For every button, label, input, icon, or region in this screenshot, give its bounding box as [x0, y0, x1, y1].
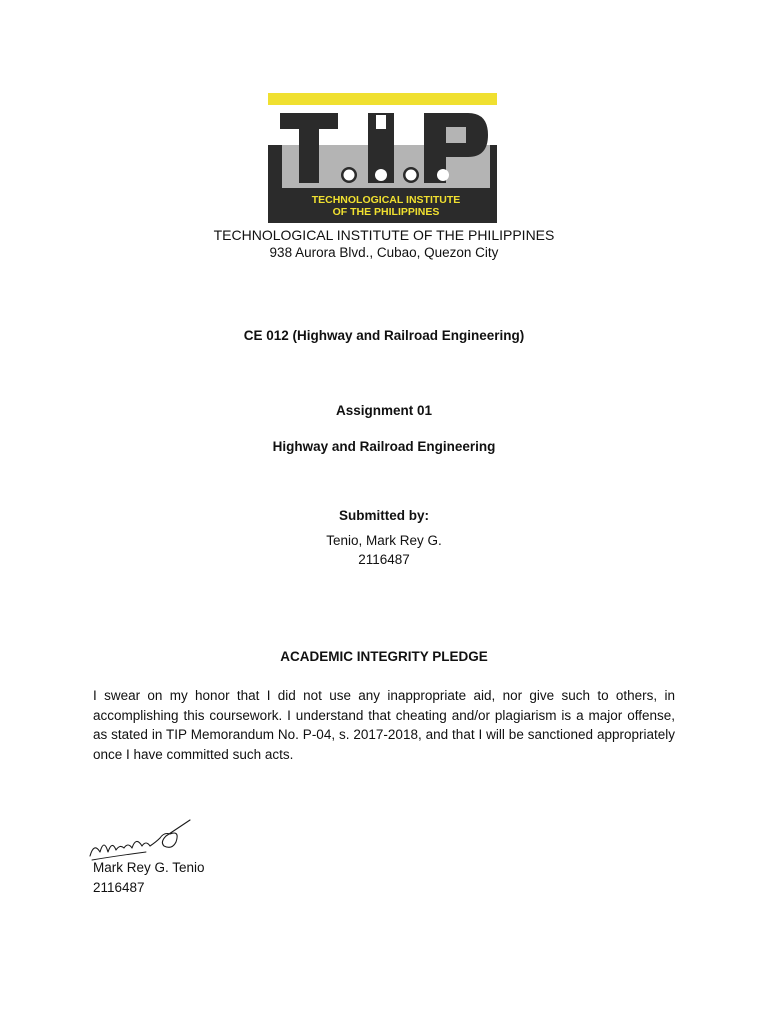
assignment-title: Highway and Railroad Engineering — [272, 439, 496, 454]
handwritten-signature — [86, 816, 196, 864]
logo-text-line1: TECHNOLOGICAL INSTITUTE — [311, 194, 461, 206]
pledge-heading: ACADEMIC INTEGRITY PLEDGE — [280, 649, 488, 664]
submitted-by-label: Submitted by: — [339, 508, 429, 523]
signatory-name: Mark Rey G. Tenio — [93, 860, 205, 875]
institution-name: TECHNOLOGICAL INSTITUTE OF THE PHILIPPINES — [213, 227, 555, 243]
assignment-number: Assignment 01 — [335, 403, 433, 418]
logo-text-line2: OF THE PHILIPPINES — [332, 206, 440, 218]
tip-logo — [268, 93, 500, 223]
student-id: 2116487 — [358, 552, 410, 567]
signatory-id: 2116487 — [93, 880, 145, 895]
tip-logo-graphic — [268, 93, 500, 223]
student-name: Tenio, Mark Rey G. — [326, 533, 442, 548]
institution-address: 938 Aurora Blvd., Cubao, Quezon City — [269, 245, 499, 260]
pledge-text: I swear on my honor that I did not use any inappropriate aid, nor give such to others, in accomplishing this coursework. I understand that cheating and/or plagiarism is a major offense, as stated in TIP Memorandum No. P-04, s. 2017-2018, and that I will be sanctioned appropriately once I have committed such acts. — [93, 688, 675, 762]
course-title: CE 012 (Highway and Railroad Engineering) — [243, 328, 525, 343]
